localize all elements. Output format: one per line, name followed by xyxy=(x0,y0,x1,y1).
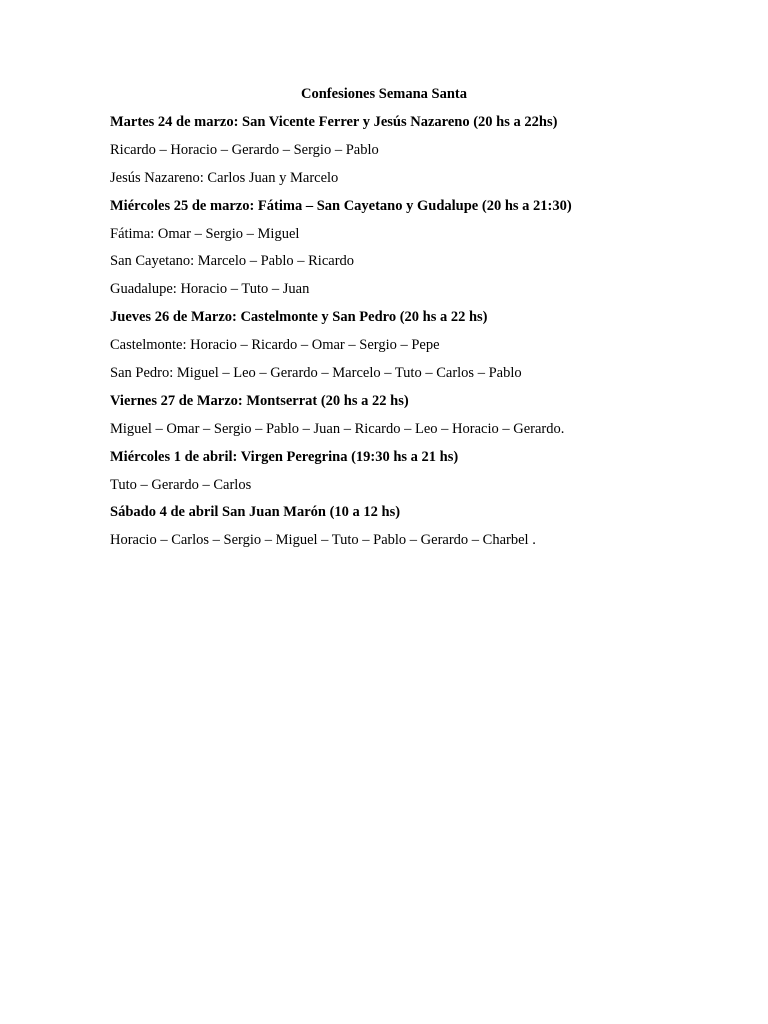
schedule-line: Viernes 27 de Marzo: Montserrat (20 hs a 22 hs) xyxy=(110,392,409,409)
schedule-line: Miércoles 25 de marzo: Fátima – San Cayetano y Gudalupe (20 hs a 21:30) xyxy=(110,197,572,214)
schedule-line: Tuto – Gerardo – Carlos xyxy=(110,476,252,493)
schedule-line: Fátima: Omar – Sergio – Miguel xyxy=(110,225,300,242)
schedule-line: Jesús Nazareno: Carlos Juan y Marcelo xyxy=(110,169,339,186)
schedule-line: Castelmonte: Horacio – Ricardo – Omar – Sergio – Pepe xyxy=(110,337,440,354)
document-title: Confesiones Semana Santa xyxy=(301,86,467,102)
schedule-line: Jueves 26 de Marzo: Castelmonte y San Pedro (20 hs a 22 hs) xyxy=(110,309,488,326)
schedule-line: Miguel – Omar – Sergio – Pablo – Juan – Ricardo – Leo – Horacio – Gerardo. xyxy=(110,420,565,437)
schedule-line: Martes 24 de marzo: San Vicente Ferrer y Jesús Nazareno (20 hs a 22hs) xyxy=(110,114,558,130)
schedule-line: Horacio – Carlos – Sergio – Miguel – Tuto – Pablo – Gerardo – Charbel . xyxy=(110,532,536,549)
schedule-line: Miércoles 1 de abril: Virgen Peregrina (19:30 hs a 21 hs) xyxy=(110,448,459,465)
schedule-line: Guadalupe: Horacio – Tuto – Juan xyxy=(110,281,310,298)
schedule-line: San Cayetano: Marcelo – Pablo – Ricardo xyxy=(110,253,355,270)
document-body xyxy=(110,113,730,559)
schedule-line: San Pedro: Miguel – Leo – Gerardo – Marcelo – Tuto – Carlos – Pablo xyxy=(110,365,522,382)
schedule-line: Ricardo – Horacio – Gerardo – Sergio – Pablo xyxy=(110,141,379,158)
schedule-line: Sábado 4 de abril San Juan Marón (10 a 12 hs) xyxy=(110,504,401,521)
